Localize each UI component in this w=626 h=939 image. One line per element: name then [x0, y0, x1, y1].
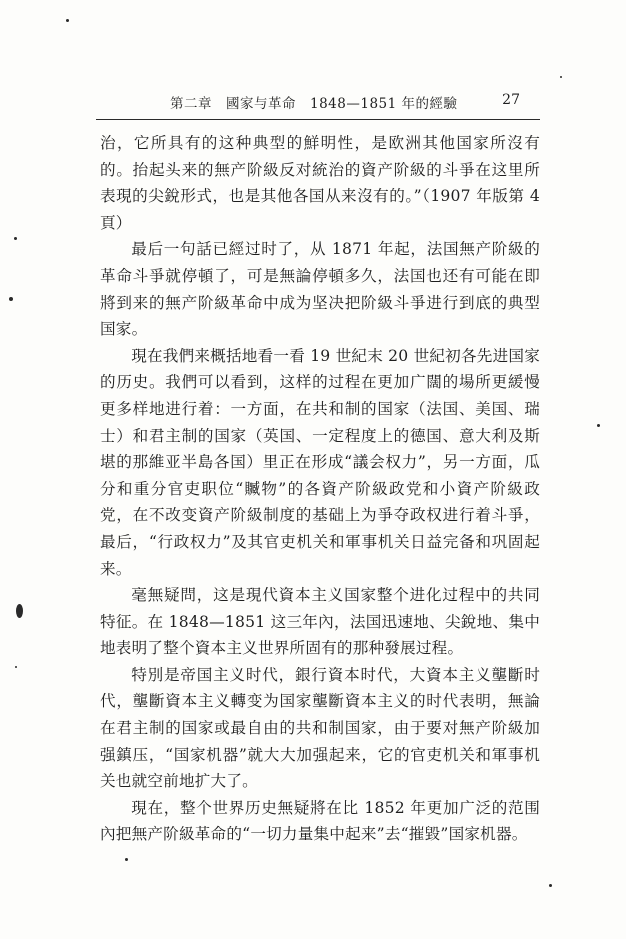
chapter-title: 第二章 國家与革命 1848—1851 年的經驗	[170, 96, 458, 112]
paragraph: 最后一句話已經过时了，从 1871 年起，法国無产阶級的革命斗爭就停頓了，可是無論停頓多久，法国也还有可能在即將到来的無产阶級革命中成为坚决把阶級斗爭进行到底的典型国家。	[100, 240, 540, 339]
scan-speck	[9, 297, 13, 301]
paragraph: 現在我們来概括地看一看 19 世紀末 20 世紀初各先进国家的历史。我們可以看到，这样的过程在更加广闊的場所更緩慢更多样地进行着：一方面，在共和制的国家（法国、美国、瑞士）和君主制的国家（英国、一定程度上的德国、意大利及斯堪的那維亚半島各国）里正在形成“議会权力”，另一方面，瓜分和重分官吏职位“贓物”的各資产阶級政党和小資产阶級政党，在不改变資产阶級制度的基础上为爭夺政权进行着斗爭，最后，“行政权力”及其官吏机关和軍事机关日益完备和巩固起来。	[100, 346, 540, 578]
scan-speck	[549, 884, 552, 887]
scan-speck	[66, 19, 69, 22]
paragraph-continued: 治，它所具有的这种典型的鮮明性，是欧洲其他国家所沒有的。抬起头来的無产阶級反对統治的資产阶級的斗爭在这里所表現的尖銳形式，也是其他各国从来沒有的。”（1907 年版第 4 頁）	[100, 134, 540, 232]
scan-speck	[125, 858, 128, 861]
scan-speck	[15, 666, 17, 668]
paragraph: 現在，整个世界历史無疑將在比 1852 年更加广泛的范围內把無产阶級革命的“一切力量集中起来”去“摧毀”国家机器。	[100, 798, 540, 844]
header-rule	[96, 119, 540, 120]
scan-speck	[597, 424, 600, 427]
body-text	[100, 130, 540, 848]
scan-speck	[16, 604, 23, 618]
paragraph: 毫無疑問，这是現代資本主义国家整个进化过程中的共同特征。在 1848—1851 这三年內，法国迅速地、尖銳地、集中地表明了整个資本主义世界所固有的那种發展过程。	[100, 586, 540, 658]
page-number: 27	[502, 92, 520, 108]
scan-speck	[560, 76, 562, 78]
paragraph: 特別是帝国主义时代，銀行資本时代，大資本主义壟斷时代，壟斷資本主义轉变为国家壟斷資本主义的时代表明，無論在君主制的国家或最自由的共和制国家，由于要对無产阶級加强鎮压，“国家机器”就大大加强起来，它的官吏机关和軍事机关也就空前地扩大了。	[100, 665, 540, 791]
running-header	[100, 92, 540, 114]
scan-speck	[14, 237, 17, 240]
